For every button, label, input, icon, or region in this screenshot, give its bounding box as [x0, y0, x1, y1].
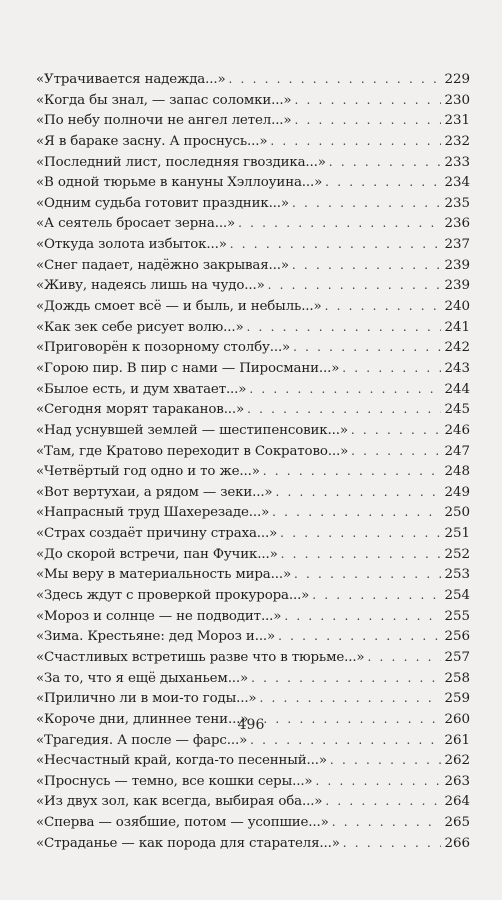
toc-entry — [36, 750, 470, 771]
toc-entry-title: «Трагедия. А после — фарс...» — [36, 732, 248, 748]
toc-dot-leader — [284, 606, 441, 627]
toc-entry-title: «За то, что я ещё дыханьем...» — [36, 670, 249, 686]
toc-entry — [36, 337, 470, 358]
toc-entry-page: 262 — [444, 753, 470, 769]
toc-entry-title: «Как зек себе рисует волю...» — [36, 319, 244, 335]
toc-entry — [36, 255, 470, 276]
toc-dot-leader — [230, 234, 442, 255]
toc-entry-title: «Приговорён к позорному столбу...» — [36, 340, 291, 356]
toc-entry — [36, 502, 470, 523]
toc-entry-page: 249 — [444, 484, 470, 500]
toc-entry-title: «Дождь смоет всё — и быль, и небыль...» — [36, 299, 322, 315]
toc-entry-title: «В одной тюрьме в кануны Хэллоуина...» — [36, 175, 323, 191]
toc-entry — [36, 812, 470, 833]
toc-dot-leader — [325, 296, 442, 317]
toc-entry-page: 239 — [444, 257, 470, 273]
toc-entry-page: 236 — [444, 216, 470, 232]
toc-entry — [36, 544, 470, 565]
table-of-contents — [36, 69, 470, 853]
toc-dot-leader — [275, 482, 441, 503]
toc-entry — [36, 833, 470, 854]
toc-dot-leader — [342, 358, 441, 379]
toc-entry — [36, 420, 470, 441]
toc-entry-title: «Мороз и солнце — не подводит...» — [36, 608, 282, 624]
toc-entry — [36, 668, 470, 689]
toc-entry-page: 258 — [444, 670, 470, 686]
toc-dot-leader — [259, 688, 441, 709]
toc-entry-page: 230 — [444, 92, 470, 108]
toc-dot-leader — [330, 750, 442, 771]
toc-entry — [36, 110, 470, 131]
toc-entry-page: 241 — [444, 319, 470, 335]
toc-entry — [36, 441, 470, 462]
toc-entry — [36, 688, 470, 709]
toc-entry-title: «До скорой встречи, пан Фучик...» — [36, 546, 278, 562]
toc-entry-page: 251 — [444, 526, 470, 542]
toc-dot-leader — [315, 771, 441, 792]
toc-entry — [36, 90, 470, 111]
toc-entry-page: 242 — [444, 340, 470, 356]
toc-dot-leader — [281, 544, 442, 565]
toc-entry-title: «Из двух зол, как всегда, выбирая оба...» — [36, 794, 323, 810]
toc-entry — [36, 317, 470, 338]
toc-entry — [36, 399, 470, 420]
toc-dot-leader — [247, 317, 442, 338]
toc-entry — [36, 234, 470, 255]
toc-entry-title: «Утрачивается надежда...» — [36, 72, 226, 87]
toc-entry-page: 257 — [444, 649, 470, 665]
toc-entry-page: 265 — [444, 815, 470, 831]
toc-entry-page: 246 — [444, 422, 470, 438]
toc-entry-title: «Четвёртый год одно и то же...» — [36, 464, 260, 480]
toc-dot-leader — [247, 399, 441, 420]
toc-entry — [36, 585, 470, 606]
toc-entry-title: «Одним судьба готовит праздник...» — [36, 195, 289, 211]
toc-entry — [36, 152, 470, 173]
toc-entry-page: 264 — [444, 794, 470, 810]
toc-dot-leader — [268, 275, 442, 296]
toc-entry-title: «Над уснувшей землей — шестипенсовик...» — [36, 422, 348, 438]
toc-entry — [36, 131, 470, 152]
toc-dot-leader — [332, 812, 442, 833]
toc-entry-page: 231 — [444, 113, 470, 129]
toc-dot-leader — [272, 502, 441, 523]
toc-entry-page: 255 — [444, 608, 470, 624]
toc-dot-leader — [229, 69, 442, 90]
toc-entry-title: «Откуда золота избыток...» — [36, 237, 227, 253]
toc-entry-title: «Последний лист, последняя гвоздика...» — [36, 154, 326, 170]
toc-entry-title: «Сперва — озябшие, потом — усопшие...» — [36, 815, 329, 831]
toc-dot-leader — [263, 461, 442, 482]
toc-dot-leader — [294, 90, 441, 111]
toc-dot-leader — [329, 152, 442, 173]
toc-entry-title: «Вот вертухаи, а рядом — зеки...» — [36, 484, 273, 500]
toc-entry — [36, 296, 470, 317]
toc-dot-leader — [293, 337, 441, 358]
toc-dot-leader — [280, 523, 441, 544]
toc-entry — [36, 791, 470, 812]
toc-entry-title: «А сеятель бросает зерна...» — [36, 216, 236, 232]
toc-entry-title: «Зима. Крестьяне: дед Мороз и...» — [36, 629, 276, 645]
toc-entry — [36, 523, 470, 544]
toc-entry — [36, 647, 470, 668]
toc-entry-page: 259 — [444, 691, 470, 707]
toc-entry — [36, 564, 470, 585]
toc-dot-leader — [343, 833, 442, 854]
toc-dot-leader — [351, 420, 442, 441]
toc-entry-title: «Мы веру в материальность мира...» — [36, 567, 291, 583]
toc-entry-page: 250 — [444, 505, 470, 521]
toc-entry — [36, 461, 470, 482]
toc-entry — [36, 193, 470, 214]
toc-dot-leader — [292, 255, 442, 276]
toc-entry-title: «Несчастный край, когда-то песенный...» — [36, 753, 327, 769]
toc-entry-title: «Я в бараке засну. А проснусь...» — [36, 133, 268, 149]
toc-entry — [36, 606, 470, 627]
toc-entry-title: «Страх создаёт причину страха...» — [36, 526, 278, 542]
toc-entry-page: 234 — [444, 175, 470, 191]
toc-entry-page: 243 — [444, 360, 470, 376]
page-number: 496 — [237, 717, 265, 733]
toc-entry-page: 237 — [444, 237, 470, 253]
toc-entry-title: «Живу, надеясь лишь на чудо...» — [36, 278, 265, 294]
toc-dot-leader — [325, 791, 441, 812]
toc-entry-title: «Снег падает, надёжно закрывая...» — [36, 257, 289, 273]
toc-entry-title: «Проснусь — темно, все кошки серы...» — [36, 773, 313, 789]
toc-entry-title: «Счастливых встретишь разве что в тюрьме...» — [36, 649, 365, 665]
toc-entry-page: 244 — [444, 381, 470, 397]
toc-dot-leader — [294, 110, 441, 131]
toc-entry-page: 254 — [444, 588, 470, 604]
toc-entry — [36, 213, 470, 234]
toc-dot-leader — [278, 626, 441, 647]
toc-entry — [36, 275, 470, 296]
toc-entry-page: 240 — [444, 299, 470, 315]
toc-entry-page: 232 — [444, 133, 470, 149]
toc-entry-page: 239 — [444, 278, 470, 294]
toc-entry-title: «Там, где Кратово переходит в Сократово...» — [36, 443, 349, 459]
toc-entry-page: 260 — [444, 711, 470, 727]
toc-dot-leader — [325, 172, 441, 193]
toc-entry-title: «Прилично ли в мои-то годы...» — [36, 691, 257, 707]
toc-dot-leader — [351, 441, 441, 462]
toc-entry-title: «Напрасный труд Шахерезаде...» — [36, 505, 270, 521]
toc-entry-title: «Страданье — как порода для старателя...» — [36, 835, 340, 851]
toc-entry-page: 256 — [444, 629, 470, 645]
toc-dot-leader — [238, 213, 441, 234]
toc-dot-leader — [367, 647, 441, 668]
toc-entry — [36, 482, 470, 503]
toc-entry-title: «Горою пир. В пир с нами — Пиросмани...» — [36, 360, 340, 376]
toc-entry — [36, 379, 470, 400]
toc-entry — [36, 626, 470, 647]
toc-entry-page: 233 — [444, 154, 470, 170]
toc-entry-title: «Былое есть, и дум хватает...» — [36, 381, 247, 397]
toc-entry-title: «Короче дни, длиннее тени...» — [36, 711, 249, 727]
toc-entry-title: «Здесь ждут с проверкой прокурора...» — [36, 588, 310, 604]
toc-dot-leader — [251, 668, 441, 689]
toc-entry-page: 261 — [444, 732, 470, 748]
toc-entry — [36, 358, 470, 379]
toc-entry-page: 252 — [444, 546, 470, 562]
toc-dot-leader — [294, 564, 441, 585]
toc-entry-title: «Когда бы знал, — запас соломки...» — [36, 92, 292, 108]
toc-entry-title: «По небу полночи не ангел летел...» — [36, 113, 292, 129]
toc-entry-page: 266 — [444, 835, 470, 851]
toc-entry-title: «Сегодня морят тараканов...» — [36, 402, 245, 418]
toc-entry-page: 229 — [444, 72, 470, 87]
toc-dot-leader — [292, 193, 441, 214]
toc-entry — [36, 69, 470, 90]
toc-entry-page: 235 — [444, 195, 470, 211]
toc-entry-page: 248 — [444, 464, 470, 480]
toc-dot-leader — [270, 131, 441, 152]
toc-entry-page: 253 — [444, 567, 470, 583]
toc-entry — [36, 771, 470, 792]
toc-dot-leader — [312, 585, 441, 606]
toc-entry-page: 245 — [444, 402, 470, 418]
toc-dot-leader — [249, 379, 441, 400]
toc-entry-page: 247 — [444, 443, 470, 459]
toc-entry — [36, 172, 470, 193]
toc-entry-page: 263 — [444, 773, 470, 789]
